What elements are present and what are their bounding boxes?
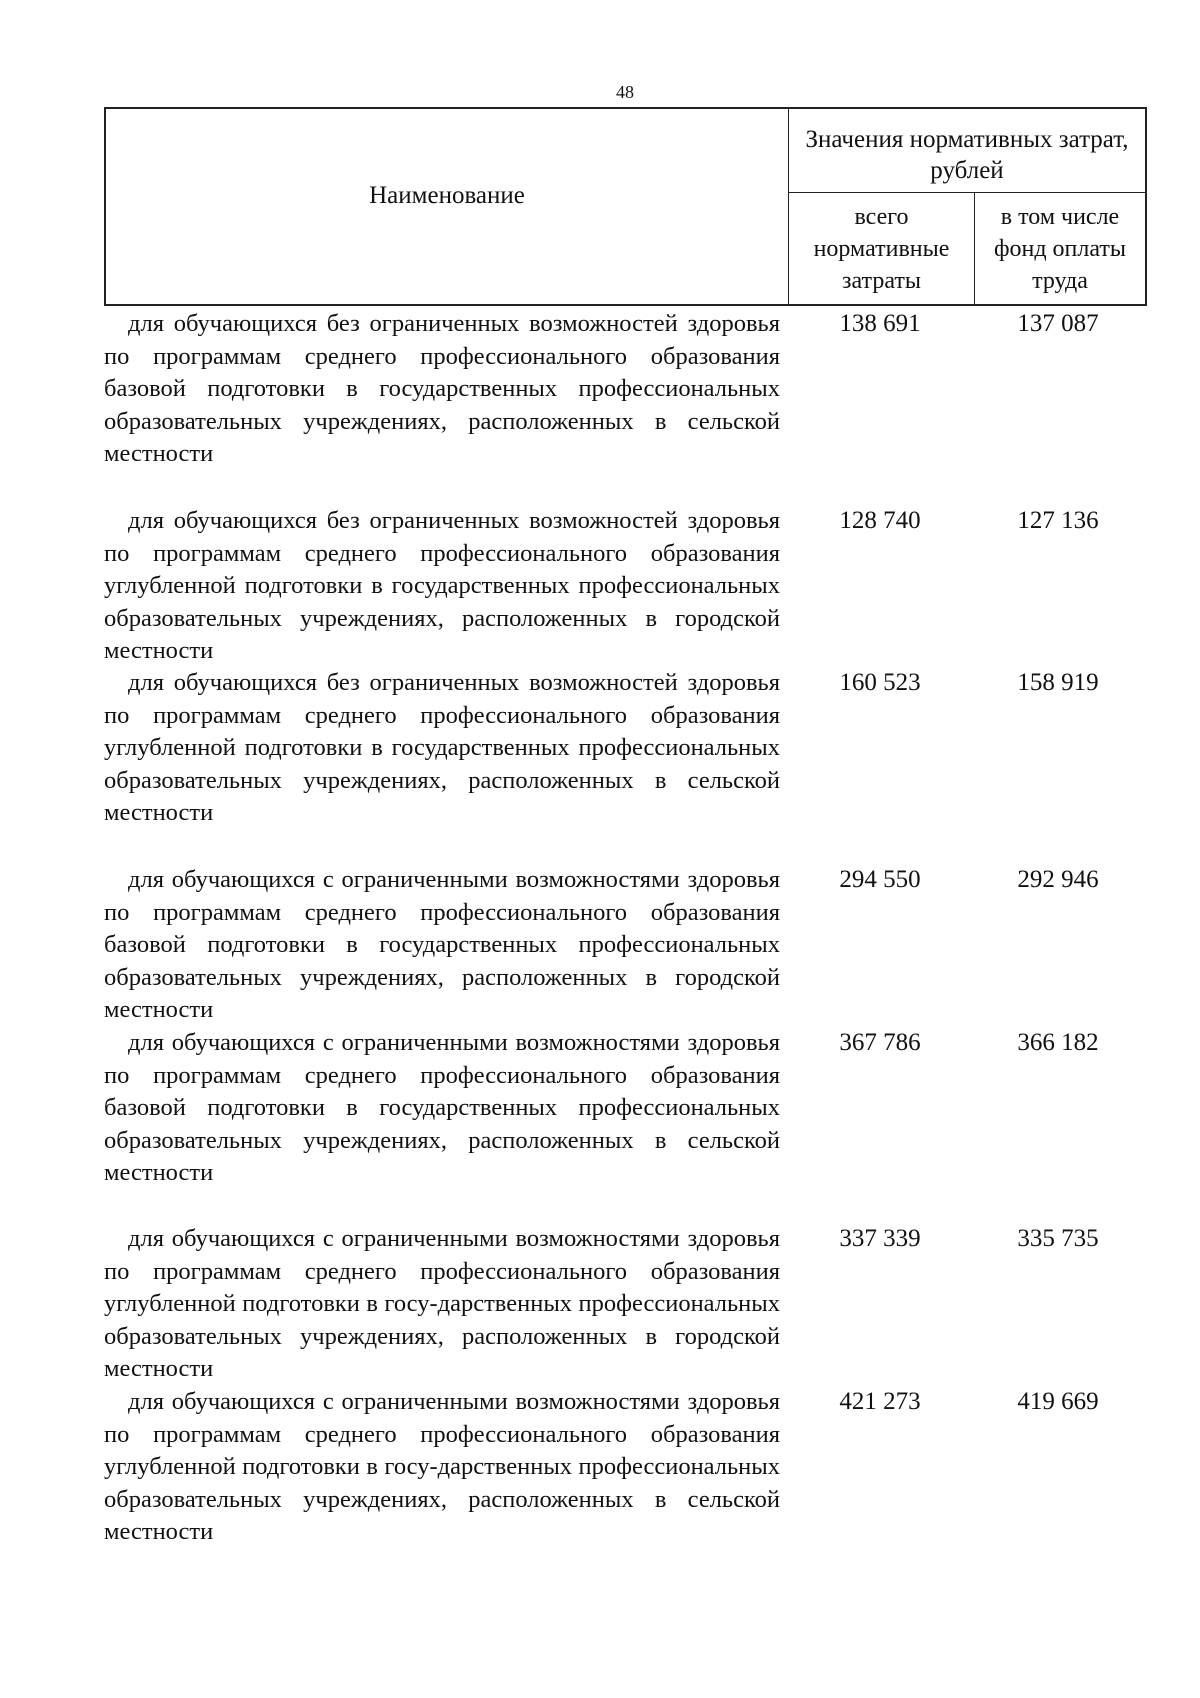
wage-column-header: в том числе фонд оплаты труда xyxy=(993,204,1127,294)
table-header xyxy=(104,107,1147,306)
values-group-header: Значения нормативных затрат, рублей xyxy=(789,109,1145,193)
row-name: для обучающихся без ограниченных возможностей здоровья по программам среднего профессионального образования углубленной подготовки в государственных профессиональных образовательных учреждениях, расположенных в городской местности xyxy=(104,507,780,664)
row-wage-value: 335 735 xyxy=(1017,1225,1099,1252)
row-name: для обучающихся с ограниченными возможностями здоровья по программам среднего профессионального образования базовой подготовки в государственных профессиональных образовательных учреждениях, расположенных в городской местности xyxy=(104,866,780,1023)
row-wage-value: 158 919 xyxy=(1017,669,1099,696)
row-name: для обучающихся без ограниченных возможностей здоровья по программам среднего профессионального образования углубленной подготовки в государственных профессиональных образовательных учреждениях, расположенных в сельской местности xyxy=(104,669,780,826)
row-wage-value: 127 136 xyxy=(1017,507,1099,534)
row-total-value: 294 550 xyxy=(839,866,921,893)
row-total-value: 160 523 xyxy=(839,669,921,696)
row-name: для обучающихся с ограниченными возможностями здоровья по программам среднего профессионального образования базовой подготовки в государственных профессиональных образовательных учреждениях, расположенных в сельской местности xyxy=(104,1029,780,1186)
row-wage-value: 366 182 xyxy=(1017,1029,1099,1056)
row-name: для обучающихся с ограниченными возможностями здоровья по программам среднего профессионального образования углубленной подготовки в госу-дарственных профессиональных образовательных учреждениях, расположенных в сельской местности xyxy=(104,1388,780,1545)
row-name: для обучающихся без ограниченных возможностей здоровья по программам среднего профессионального образования базовой подготовки в государственных профессиональных образовательных учреждениях, расположенных в сельской местности xyxy=(104,310,780,467)
row-wage-value: 137 087 xyxy=(1017,310,1099,337)
row-total-value: 367 786 xyxy=(839,1029,921,1056)
row-total-value: 337 339 xyxy=(839,1225,921,1252)
page-number: 48 xyxy=(616,82,634,102)
total-column-header: всего нормативные затраты xyxy=(789,193,975,304)
name-column-label: Наименование xyxy=(369,181,525,209)
row-total-value: 421 273 xyxy=(839,1388,921,1415)
row-wage-value: 419 669 xyxy=(1017,1388,1099,1415)
row-name: для обучающихся с ограниченными возможностями здоровья по программам среднего профессионального образования углубленной подготовки в госу-дарственных профессиональных образовательных учреждениях, расположенных в городской местности xyxy=(104,1225,780,1382)
row-wage-value: 292 946 xyxy=(1017,866,1099,893)
row-total-value: 128 740 xyxy=(839,507,921,534)
row-total-value: 138 691 xyxy=(839,310,921,337)
name-column-header xyxy=(106,109,789,304)
